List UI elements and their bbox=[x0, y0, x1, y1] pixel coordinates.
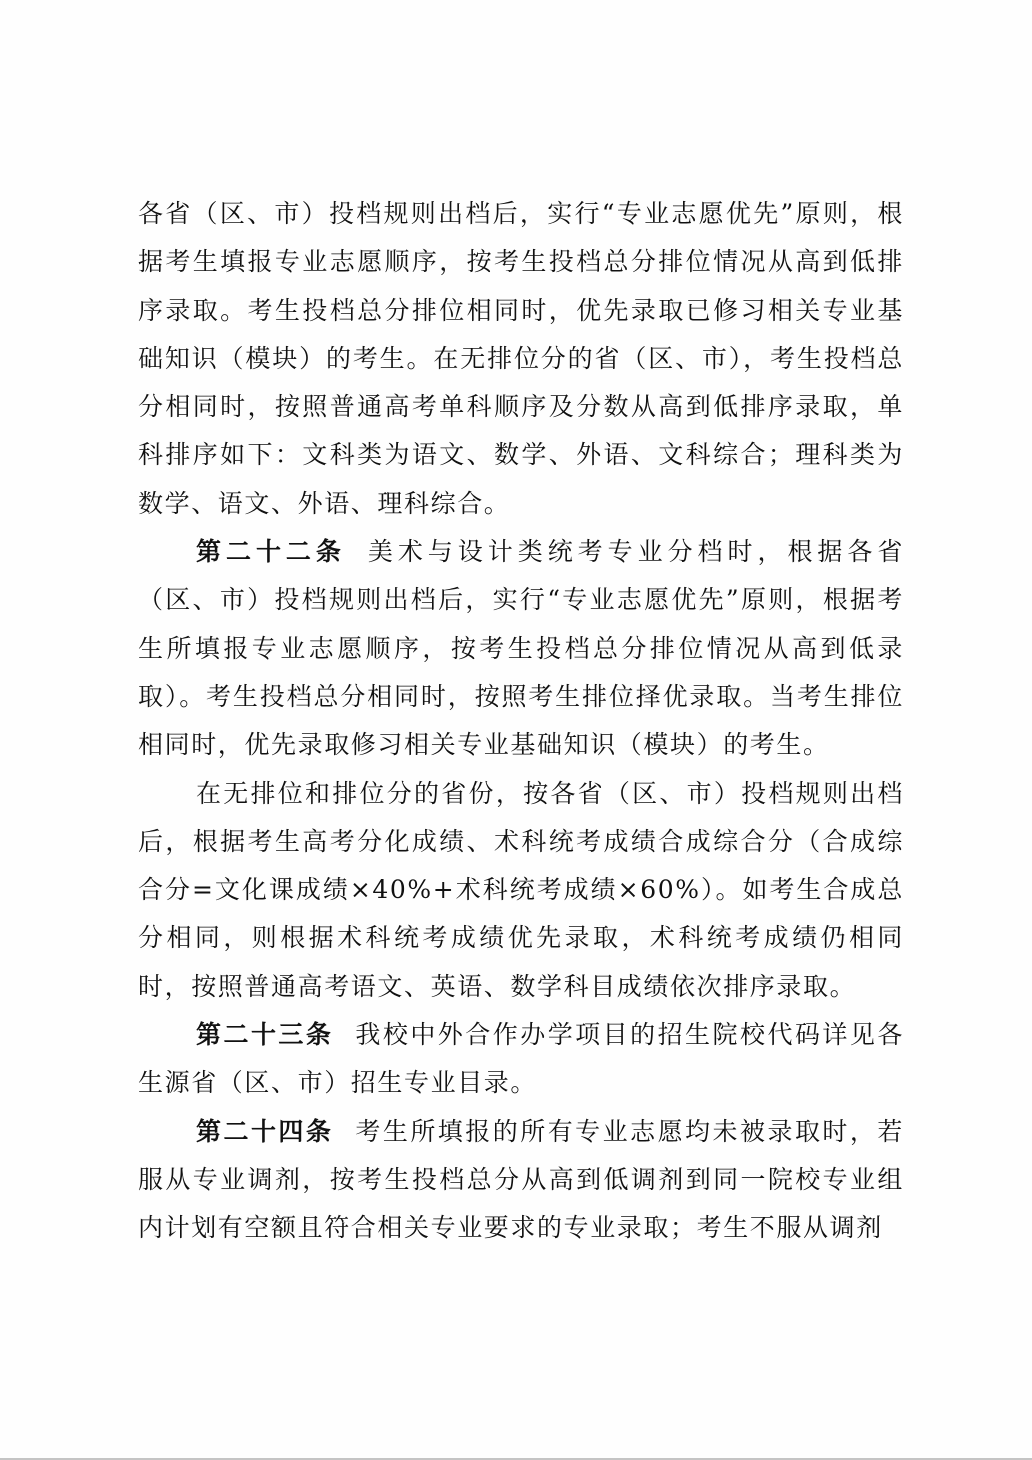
paragraph-text: 美术与设计类统考专业分档时，根据各省（区、市）投档规则出档后，实行“专业志愿优先”原则，根据考生所填报专业志愿顺序，按考生投档总分排位情况从高到低录取）。考生投档总分相同时，按照考生排位择优录取。当考生排位相同时，优先录取修习相关专业基础知识（模块）的考生。 bbox=[138, 537, 904, 760]
paragraph-article-23 bbox=[138, 1011, 904, 1108]
article-number: 第二十三条 bbox=[196, 1020, 334, 1050]
paragraph-text: 考生所填报的所有专业志愿均未被录取时，若服从专业调剂，按考生投档总分从高到低调剂到同一院校专业组内计划有空额且符合相关专业要求的专业录取；考生不服从调剂 bbox=[138, 1116, 904, 1243]
paragraph-continuation bbox=[138, 190, 904, 528]
paragraph-article-24 bbox=[138, 1108, 904, 1253]
paragraph-no-rank-provinces bbox=[138, 770, 904, 1011]
paragraph-text: 我校中外合作办学项目的招生院校代码详见各生源省（区、市）招生专业目录。 bbox=[138, 1020, 904, 1098]
paragraph-text: 在无排位和排位分的省份，按各省（区、市）投档规则出档后，根据考生高考分化成绩、术科统考成绩合成综合分（合成综合分=文化课成绩×40%+术科统考成绩×60%）。如考生合成总分相同，则根据术科统考成绩优先录取，术科统考成绩仍相同时，按照普通高考语文、英语、数学科目成绩依次排序录取。 bbox=[138, 778, 904, 1001]
paragraph-text: 各省（区、市）投档规则出档后，实行“专业志愿优先”原则，根据考生填报专业志愿顺序，按考生投档总分排位情况从高到低排序录取。考生投档总分排位相同时，优先录取已修习相关专业基础知识（模块）的考生。在无排位分的省（区、市），考生投档总分相同时，按照普通高考单科顺序及分数从高到低排序录取，单科排序如下：文科类为语文、数学、外语、文科综合；理科类为数学、语文、外语、理科综合。 bbox=[138, 199, 904, 518]
paragraph-article-22 bbox=[138, 528, 904, 769]
article-number: 第二十四条 bbox=[196, 1116, 334, 1146]
document-body bbox=[138, 190, 904, 1253]
article-number: 第二十二条 bbox=[196, 537, 346, 567]
